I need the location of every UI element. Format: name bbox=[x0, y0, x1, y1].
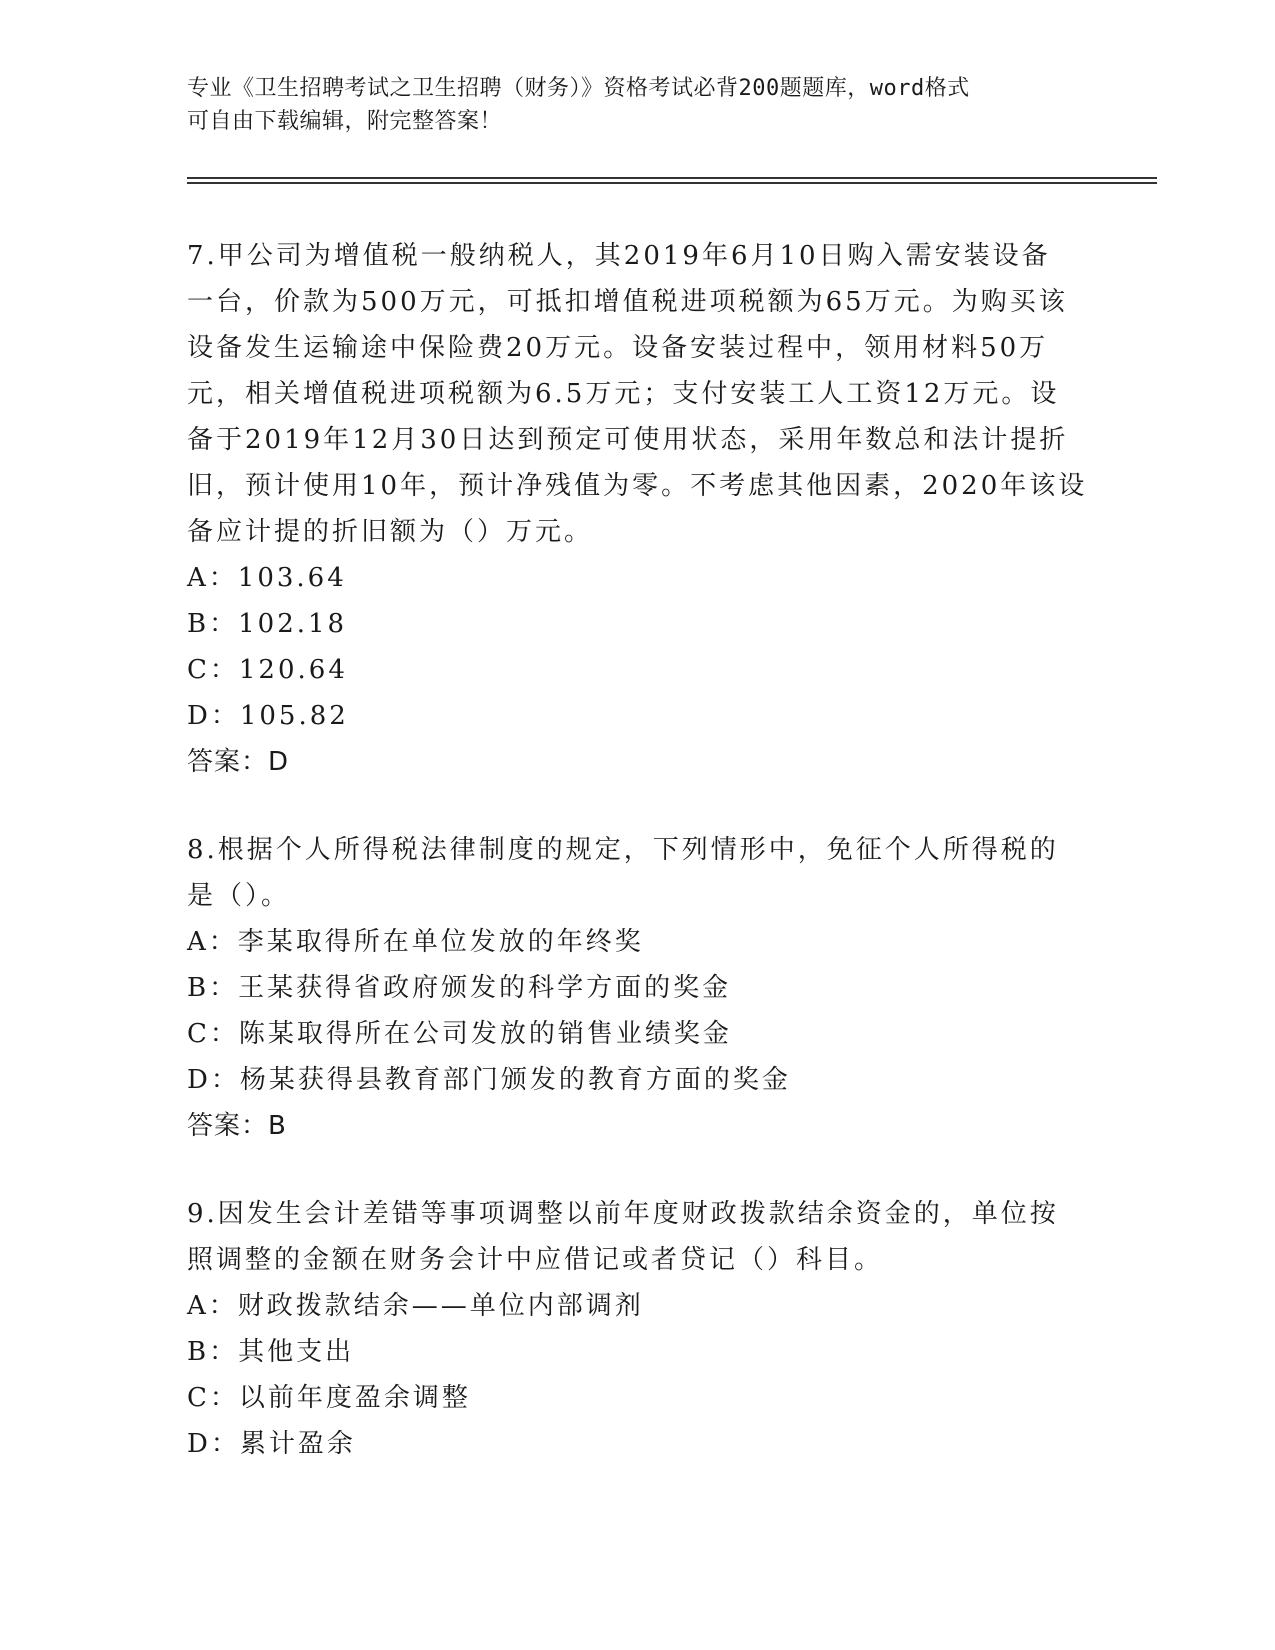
question-7-stem-line-2: 一台，价款为500万元，可抵扣增值税进项税额为65万元。为购买该 bbox=[187, 287, 1068, 317]
header-divider-top bbox=[187, 177, 1157, 179]
question-spacer bbox=[187, 785, 1087, 827]
question-7-stem-line-4: 元，相关增值税进项税额为6.5万元；支付安装工人工资12万元。设 bbox=[187, 379, 1060, 409]
question-9-stem-line-1: 9.因发生会计差错等事项调整以前年度财政拨款结余资金的，单位按 bbox=[187, 1199, 1059, 1229]
question-8 bbox=[187, 827, 1087, 1149]
question-spacer bbox=[187, 1149, 1087, 1191]
question-9-option-b: B：其他支出 bbox=[187, 1337, 355, 1367]
question-8-option-b: B：王某获得省政府颁发的科学方面的奖金 bbox=[187, 973, 732, 1003]
question-8-answer: 答案：B bbox=[187, 1111, 287, 1141]
question-7-option-d: D：105.82 bbox=[187, 701, 349, 731]
header-line-1: 专业《卫生招聘考试之卫生招聘（财务）》资格考试必背200题题库，word格式 bbox=[187, 76, 970, 101]
question-8-stem-line-1: 8.根据个人所得税法律制度的规定，下列情形中，免征个人所得税的 bbox=[187, 835, 1059, 865]
question-9-option-d: D：累计盈余 bbox=[187, 1429, 356, 1459]
question-7-stem-line-1: 7.甲公司为增值税一般纳税人，其2019年6月10日购入需安装设备 bbox=[187, 241, 1051, 271]
question-9-stem-line-2: 照调整的金额在财务会计中应借记或者贷记（）科目。 bbox=[187, 1245, 884, 1275]
header-line-2: 可自由下载编辑，附完整答案！ bbox=[187, 109, 503, 134]
question-8-option-d: D：杨某获得县教育部门颁发的教育方面的奖金 bbox=[187, 1065, 791, 1095]
question-7-stem-line-6: 旧，预计使用10年，预计净残值为零。不考虑其他因素，2020年该设 bbox=[187, 471, 1088, 501]
question-7-option-a: A：103.64 bbox=[187, 563, 347, 593]
question-8-stem-line-2: 是（）。 bbox=[187, 881, 291, 911]
question-7-stem-line-3: 设备发生运输途中保险费20万元。设备安装过程中，领用材料50万 bbox=[187, 333, 1049, 363]
header-divider-bottom bbox=[187, 182, 1157, 184]
question-7-stem-line-5: 备于2019年12月30日达到预定可使用状态，采用年数总和法计提折 bbox=[187, 425, 1069, 455]
question-7-stem-line-7: 备应计提的折旧额为（）万元。 bbox=[187, 517, 594, 547]
question-7-answer: 答案：D bbox=[187, 747, 290, 777]
question-7-option-c: C：120.64 bbox=[187, 655, 348, 685]
question-7 bbox=[187, 233, 1087, 785]
question-8-option-a: A：李某取得所在单位发放的年终奖 bbox=[187, 927, 644, 957]
question-7-option-b: B：102.18 bbox=[187, 609, 348, 639]
question-list bbox=[187, 233, 1087, 1467]
question-9-option-c: C：以前年度盈余调整 bbox=[187, 1383, 471, 1413]
question-8-option-c: C：陈某取得所在公司发放的销售业绩奖金 bbox=[187, 1019, 732, 1049]
question-9-option-a: A：财政拨款结余——单位内部调剂 bbox=[187, 1291, 644, 1321]
document-header bbox=[187, 72, 1067, 138]
question-9 bbox=[187, 1191, 1087, 1467]
